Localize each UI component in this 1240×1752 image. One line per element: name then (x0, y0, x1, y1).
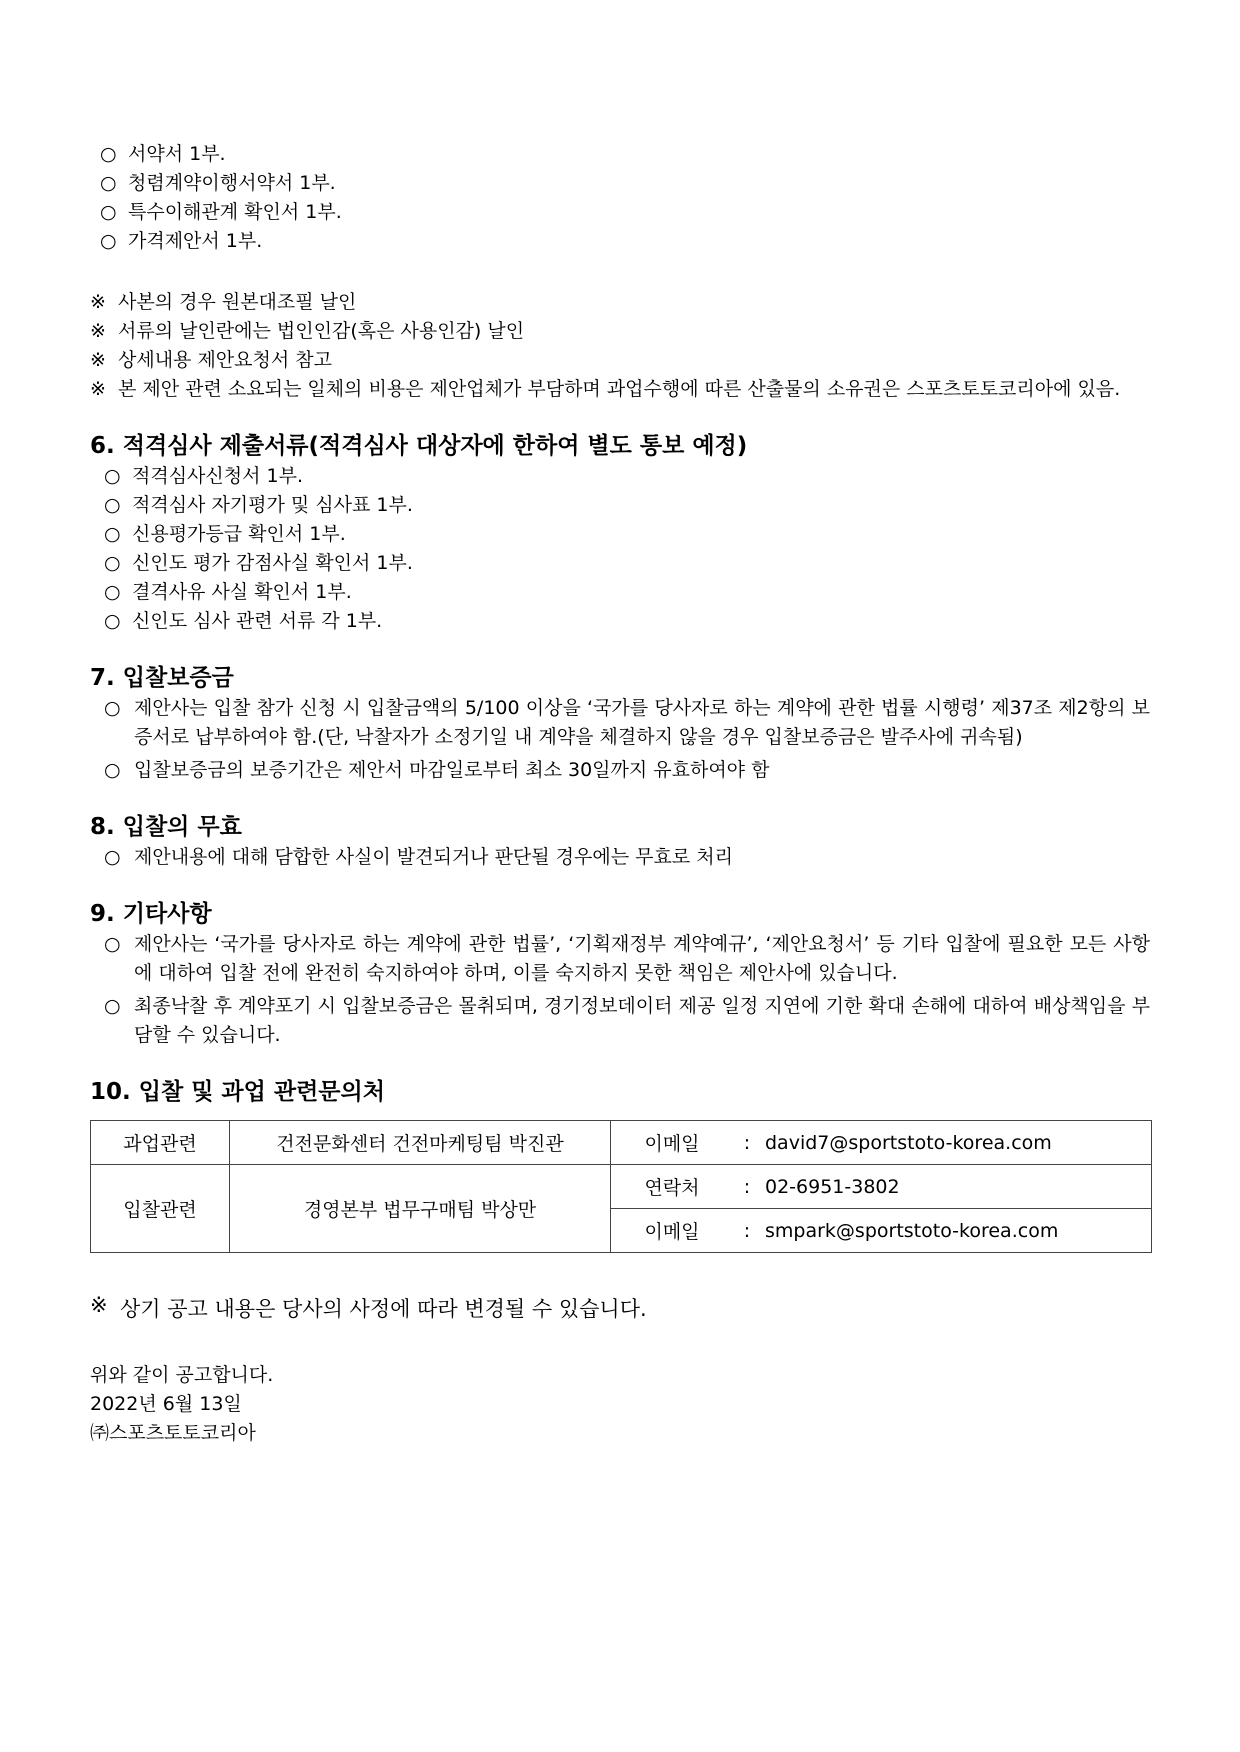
closing-date: 2022년 6월 13일 (90, 1393, 242, 1415)
section-6 (90, 430, 1150, 636)
circle-bullet-icon: ○ (104, 581, 121, 603)
note-item: ※ 상세내용 제안요청서 참고 (90, 346, 1150, 375)
circle-bullet-icon: ○ (100, 172, 117, 194)
list-item: ○ 가격제안서 1부. (100, 227, 1150, 256)
document-page (90, 140, 1150, 1448)
paragraph-item: ○ 입찰보증금의 보증기간은 제안서 마감일로부터 최소 30일까지 유효하여야 함 (104, 756, 1150, 785)
circle-bullet-icon: ○ (104, 494, 121, 516)
phone-value: 02-6951-3802 (761, 1165, 1152, 1209)
company-name: ㈜스포츠토토코리아 (90, 1422, 256, 1444)
circle-bullet-icon: ○ (100, 230, 117, 252)
section-8 (90, 811, 1150, 872)
section-7-title: 7. 입찰보증금 (90, 665, 234, 691)
submission-list (100, 140, 1150, 256)
email-link[interactable]: smpark@sportstoto-korea.com (761, 1209, 1152, 1253)
label-cell: 이메일 (611, 1209, 734, 1253)
colon-cell: : (733, 1209, 761, 1253)
note-item: ※ 사본의 경우 원본대조필 날인 (90, 288, 1150, 317)
list-item: ○ 청렴계약이행서약서 1부. (100, 169, 1150, 198)
circle-bullet-icon: ○ (104, 552, 121, 574)
circle-bullet-icon: ○ (100, 143, 117, 165)
closing-line: 위와 같이 공고합니다. (90, 1364, 274, 1386)
circle-bullet-icon: ○ (104, 523, 121, 545)
paragraph-item: ○ 제안사는 ‘국가를 당사자로 하는 계약에 관한 법률’, ‘기획재정부 계약예규’, ‘제안요청서’ 등 기타 입찰에 필요한 모든 사항에 대하여 입찰 전에 완전히 숙지하여야 하며, 이를 숙지하지 못한 책임은 제안사에 있습니다. (104, 930, 1150, 988)
list-item: ○ 적격심사 자기평가 및 심사표 1부. (104, 491, 1150, 520)
department-cell: 건전문화센터 건전마케팅팀 박진관 (230, 1121, 611, 1165)
department-cell: 경영본부 법무구매팀 박상만 (230, 1165, 611, 1253)
change-notice (90, 1293, 1150, 1323)
section-10 (90, 1076, 1150, 1253)
contact-table (90, 1120, 1152, 1253)
colon-cell: : (733, 1121, 761, 1165)
list-item: ○ 특수이해관계 확인서 1부. (100, 198, 1150, 227)
list-item: ○ 적격심사신청서 1부. (104, 462, 1150, 491)
category-cell: 과업관련 (91, 1121, 230, 1165)
note-item: ※ 서류의 날인란에는 법인인감(혹은 사용인감) 날인 (90, 317, 1150, 346)
list-item: ○ 결격사유 사실 확인서 1부. (104, 578, 1150, 607)
reference-mark-icon: ※ (90, 1293, 108, 1317)
reference-mark-icon: ※ (90, 320, 106, 342)
label-cell: 이메일 (611, 1121, 734, 1165)
circle-bullet-icon: ○ (104, 995, 121, 1017)
section-8-title: 8. 입찰의 무효 (90, 814, 242, 840)
email-link[interactable]: david7@sportstoto-korea.com (761, 1121, 1152, 1165)
circle-bullet-icon: ○ (104, 846, 121, 868)
reference-mark-icon: ※ (90, 378, 106, 400)
circle-bullet-icon: ○ (104, 697, 121, 719)
notice-text: 상기 공고 내용은 당사의 사정에 따라 변경될 수 있습니다. (120, 1297, 647, 1321)
circle-bullet-icon: ○ (104, 465, 121, 487)
circle-bullet-icon: ○ (104, 759, 121, 781)
reference-mark-icon: ※ (90, 349, 106, 371)
reference-mark-icon: ※ (90, 291, 106, 313)
label-cell: 연락처 (611, 1165, 734, 1209)
section-10-title: 10. 입찰 및 과업 관련문의처 (90, 1079, 385, 1105)
colon-cell: : (733, 1165, 761, 1209)
circle-bullet-icon: ○ (104, 610, 121, 632)
list-item: ○ 신인도 평가 감점사실 확인서 1부. (104, 549, 1150, 578)
section-7 (90, 662, 1150, 785)
section-9-title: 9. 기타사항 (90, 901, 212, 927)
circle-bullet-icon: ○ (104, 933, 121, 955)
notes-list (90, 288, 1150, 404)
list-item: ○ 서약서 1부. (100, 140, 1150, 169)
closing-block (90, 1361, 1150, 1448)
note-item: ※ 본 제안 관련 소요되는 일체의 비용은 제안업체가 부담하며 과업수행에 따른 산출물의 소유권은 스포츠토토코리아에 있음. (90, 375, 1150, 404)
category-cell: 입찰관련 (91, 1165, 230, 1253)
paragraph-item: ○ 제안내용에 대해 담합한 사실이 발견되거나 판단될 경우에는 무효로 처리 (104, 843, 1150, 872)
table-row (91, 1121, 1152, 1165)
list-item: ○ 신인도 심사 관련 서류 각 1부. (104, 607, 1150, 636)
table-row (91, 1165, 1152, 1209)
paragraph-item: ○ 제안사는 입찰 참가 신청 시 입찰금액의 5/100 이상을 ‘국가를 당사자로 하는 계약에 관한 법률 시행령’ 제37조 제2항의 보증서로 납부하여야 함.(단, 낙찰자가 소정기일 내 계약을 체결하지 않을 경우 입찰보증금은 발주사에 귀속됨) (104, 694, 1150, 752)
paragraph-item: ○ 최종낙찰 후 계약포기 시 입찰보증금은 몰취되며, 경기정보데이터 제공 일정 지연에 기한 확대 손해에 대하여 배상책임을 부담할 수 있습니다. (104, 992, 1150, 1050)
list-item: ○ 신용평가등급 확인서 1부. (104, 520, 1150, 549)
section-6-title: 6. 적격심사 제출서류(적격심사 대상자에 한하여 별도 통보 예정) (90, 433, 748, 459)
section-9 (90, 898, 1150, 1050)
circle-bullet-icon: ○ (100, 201, 117, 223)
